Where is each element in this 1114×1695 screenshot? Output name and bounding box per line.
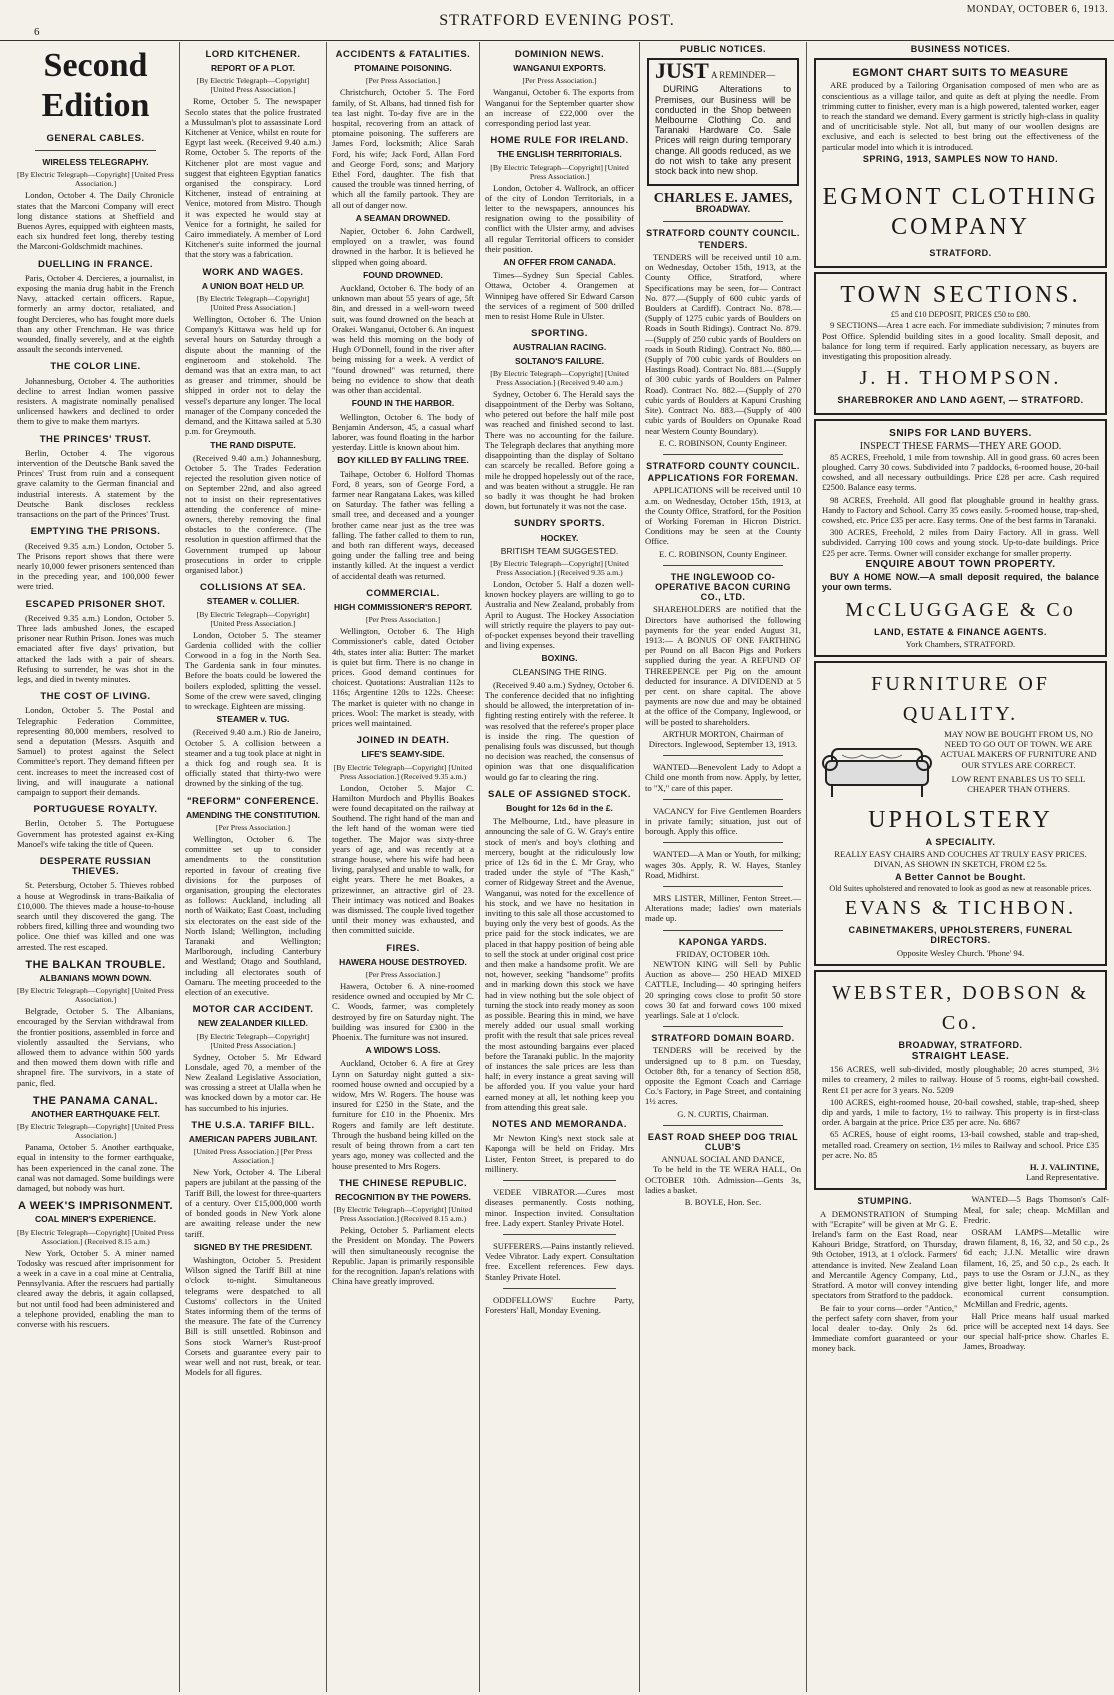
wire-source: [Per Press Association.] [365,615,441,625]
subheadline: A WIDOW'S LOSS. [365,1045,441,1056]
divider [663,565,783,566]
wire-source: [By Electric Telegraph—Copyright] [United Press Association.] [17,986,174,1005]
notice-heading: KAPONGA YARDS. [678,936,768,947]
headline: WORK AND WAGES. [202,266,304,278]
classifieds-row [812,1194,1109,1355]
wire-source: [By Electric Telegraph—Copyright] [United Press Association.] [196,76,310,95]
divider [663,1026,783,1027]
page-number: 6 [34,26,40,38]
article-body: Christchurch, October 5. The Ford family, of St. Albans, had tinned fish for tea last night. To-day five are in the hospital, recovering from an attack of ptomaine poisoning. The sufferers are James Ford, locksmith; Alice Sarah Ford, his wife; Jack Ford, Allan Ford and George Ford, sons; and Marjory Ethel Ford, daughter. The fish that caused the trouble was tinned herring, of which all the family partook. They are all out of danger now. [332,87,474,210]
divider [503,1288,616,1289]
headline: PORTUGUESE ROYALTY. [33,804,158,816]
article-body: Wellington, October 6. The body of Benjamin Anderson, 45, a casual wharf laborer, was found floating in the harbor yesterday. Little is known about him. [332,411,474,453]
article-body: Wanganui, October 6. The exports from Wanganui for the September quarter show an increase of £22,000 over the corresponding period last year. [485,87,634,129]
article-body: Auckland, October 6. A fire at Grey Lynn on Saturday night gutted a six-roomed house owned and occupied by a widow, Mrs W. Rogers. The house was insured for £250 in the State, and the furniture for £10 in the Phoenix. Mrs Rogers and family are left destitute. Through the husband being killed on the result of being thrown from a cart ten years ago, money was collected and the house presented to Mrs Rogers. [332,1058,474,1171]
article-body: (Received 9.35 a.m.) London, October 5. The Prisons report shows that there were nearly 10,000 fewer prisoners sentenced than in the preceding year, and 100,000 fewer were tried. [17,540,174,592]
listing: 98 ACRES, Freehold. All good flat ploughable ground in healthy grass. Handy to Factory and School. Carry 35 cows easily. 5-roomed house, trap-shed, cowshed, etc. Price £35 per acre. Easy terms. One of the best farms in Taranaki. [822,494,1099,526]
ad-headline: ENQUIRE ABOUT TOWN PROPERTY. [865,558,1056,570]
headline: DESPERATE RUSSIAN THIEVES. [39,855,152,878]
article-body: Times—Sydney Sun Special Cables. Ottawa, October 4. Orangemen at Winnipeg have offered Sir Edward Carson the services of a regiment of 500 drilled men to resist Home Rule in Ulster. [485,270,634,322]
ad-headline: TOWN SECTIONS. [840,282,1081,309]
sofa-illustration [822,731,932,803]
notice-heading: STRATFORD DOMAIN BOARD. [651,1033,795,1044]
notice-subheading: ANNUAL SOCIAL AND DANCE, [661,1154,785,1165]
headline: THE U.S.A. TARIFF BILL. [191,1119,315,1131]
subheadline: ANOTHER EARTHQUAKE FELT. [31,1109,160,1120]
subheadline: AUSTRALIAN RACING. [512,342,607,353]
subheadline: AN OFFER FROM CANADA. [503,257,616,268]
headline: SALE OF ASSIGNED STOCK. [488,788,631,800]
stumping-ad [812,1194,958,1355]
company-name: COMPANY [891,214,1030,241]
agent-subtitle: Land Representative. [1025,1172,1099,1183]
headline: FIRES. [386,942,420,954]
notice-heading: THE INGLEWOOD CO-OPERATIVE BACON CURING CO., LTD. [655,571,791,603]
notice-body: To be held in the TE WERA HALL, On OCTOBER 10th. Admission—Gents 3s, ladies a basket. [645,1164,801,1195]
listing: 85 ACRES, Freehold, 1 mile from township. All in good grass. 60 acres been ploughed. Carry 30 cows. Subdivided into 7 paddocks, 6-roomed house, 20-bail cowshed, and all necessary outbuildings. Price £28 per acre. Cash required £2500. Balance easy terms. [822,451,1099,493]
ad-headline: SNIPS FOR LAND BUYERS. [889,428,1032,440]
headline: THE PRINCES' TRUST. [39,433,152,445]
headline: ESCAPED PRISONER SHOT. [25,598,166,610]
ad-display-word: JUST [655,58,709,84]
listing: 100 ACRES, eight-roomed house, 20-bail cowshed, stable, trap-shed, sheep dip and yards, 1 mile to factory, 1½ to railway. This property is in first-class order. A bargain at the price. Price £35 per acre. No. 6867 [822,1096,1099,1128]
divider [663,454,783,455]
subheadline: CLEANSING THE RING. [512,666,607,677]
headline: LORD KITCHENER. [205,49,301,60]
company-place: BROADWAY, STRATFORD. [898,1039,1023,1050]
subheadline: SIGNED BY THE PRESIDENT. [193,1241,313,1252]
subheadline: THE RAND DISPUTE. [210,439,296,450]
headline: THE BALKAN TROUBLE. [25,958,166,971]
wire-source: [By Electric Telegraph—Copyright] [United Press Association.] [196,1031,310,1050]
divider [503,1180,616,1181]
notice-signature: ARTHUR MORTON, Chairman of Directors. Inglewood, September 13, 1913. [648,728,798,749]
subheadline: Bought for 12s 6d in the £. [506,802,613,813]
column-2 [180,42,327,1692]
subheadline: ALBANIANS MOWN DOWN. [39,973,152,984]
article-body: New York, October 5. A miner named Todosky was rescued after imprisonment for a week in a cave in a coal mine at Centralia, Pennsylvania. After the rescuers had partially cleared away the debris, it again collapsed, but not until food had been administered and a telephone provided, enabling the man to converse with his rescuers. [17,1247,174,1330]
headline: COLLISIONS AT SEA. [199,582,307,594]
article-body: Wellington, October 6. The Union Company's Kittawa was held up for several hours on Saturday through a dispute about the manning of the engineroom and stokehold. The demand was that an extra man, to act as greaser and trimmer, should be shipped in order not to delay the vessel's departure any longer. The local manager of the Company conceded the demand, and the Kittawa sailed at 5.30 p.m. for Greymouth. [185,314,321,437]
article-body: Napier, October 6. John Cardwell, employed on a trawler, was found drowned in the harbor. It is believed he slipped when going aboard. [332,226,474,267]
ad-headline: STUMPING. [857,1196,912,1207]
agent-subtitle: LAND, ESTATE & FINANCE AGENTS. [874,626,1047,637]
subheadline: RECOGNITION BY THE POWERS. [335,1191,471,1202]
headline: COMMERCIAL. [366,587,440,599]
headline: A WEEK'S IMPRISONMENT. [18,1200,173,1213]
article-body: London, October 4. The Daily Chronicle states that the Marconi Company will erect long distance stations at Sheffield and Buenos Ayres, equipped with eighteen masts, each six hundred feet long, thereby testing the Marconi-Goldschmidt machines. [17,190,174,252]
listing: 156 ACRES, well sub-divided, mostly ploughable; 20 acres stumped, 3½ miles to creamery, 2 miles to railway. House of 5 rooms, eight-bail cowshed. Rent £1 per acre for 3 years. No. 5209 [822,1064,1099,1095]
ad-subtitle: £5 and £10 DEPOSIT, PRICES £50 to £80. [890,310,1031,320]
ad-headline: STRAIGHT LEASE. [911,1051,1010,1063]
headline: NOTES AND MEMORANDA. [492,1119,627,1131]
notice-heading: EAST ROAD SHEEP DOG TRIAL CLUB'S [647,1131,799,1153]
wire-source: [By Electric Telegraph—Copyright] [United Press Association.] [196,294,310,313]
ad-headline: UPHOLSTERY [868,806,1053,833]
divider [663,755,783,756]
article-body: London, October 5. The Postal and Telegraphic Federation Committee, representing 80,000 members, resolved to send a deputation (Messrs. Asquith and Samuel) to protest against the Select Committee's report. They demand fifteen per cent. increases to meet the increased cost of living, and will inaugurate a national campaign to support their demands. [17,705,174,797]
notice-signature: G. N. CURTIS, Chairman. [677,1108,769,1119]
notice-body: NEWTON KING will Sell by Public Auction as above— 250 HEAD MIXED CATTLE, Including— 40 springing heifers 20 springing cows close to profit 50 store cows 30 fat and forward cows 100 mixed yearlings. Sale at 1 o'clock. [645,959,801,1021]
section-heading: PUBLIC NOTICES. [679,44,766,54]
subheadline: BOY KILLED BY FALLING TREE. [337,455,469,466]
article-body: The Melbourne, Ltd., have pleasure in announcing the sale of G. W. Gray's entire stock of men's and boy's clothing and mercery, bought at the ridiculously low price of 12s 6d in the £. Mr Gray, who traded under the style of "The Kash," corner of Ridgeway Street and the Avenue, Wanganui, was noted for the excellence of his stock, and we have no hesitation in inviting to this sale all those accustomed to buying only the very best of goods. As the price paid for the stock indicates, we are placed in that happy position of being able to sell the stock at under original cost price and then make a handsome profit. We are not, however, seeking "handsome" profits and in marking down this stock we have had in view nothing but the sole object of turning the stock into ready money as soon as possible. Bearing this in mind, we have merely added our usual small working profit with the result that sale prices reveal the most astounding bargains ever placed before the Taranaki public. In the majority of instances the sale prices are less than half; in every instance a great saving will be afforded you. If you value your hard earned money at all, let nothing keep you from attending this great sale. [485,816,634,1112]
headline: SUNDRY SPORTS. [514,518,605,530]
subheadline: FOUND IN THE HARBOR. [351,398,455,409]
article-body: Rome, October 5. The newspaper Secolo states that the police frustrated a Mussulman's plot to assassinate Lord Kitchener at Venice, whilst en route for Egypt last week. (Received 9.40 a.m.) Rome, October 5. The reports of the Kitchener plot are most vague and suggest that eighteen Egyptian fanatics organised the conspiracy. Lord Kitchener, instead of entraining at Venice, motored from Mistro. Though it was expected he would stay at Venice for a fortnight, he sailed for Cairo immediately. A member of Lord Kitchener's suite informed the journal that the story was a fabrication. [185,96,321,260]
agent-name: J. H. THOMPSON. [859,367,1062,390]
ad-body: 9 SECTIONS—Area 1 acre each. For immediate subdivision; 7 minutes from Post Office. Splendid building sites in a good locality. Small deposit, and balance for long term if required. Early application necessary, as buyers are investigating this proposition already. [822,320,1099,362]
agent-subtitle: SHAREBROKER AND LAND AGENT, — STRATFORD. [837,395,1084,406]
company-name: EVANS & TICHBON. [844,897,1077,920]
notice-heading: STRATFORD COUNTY COUNCIL. [646,460,800,471]
company-place: Opposite Wesley Church. 'Phone' 94. [896,947,1025,958]
ad-subtitle: A REMINDER— [710,70,776,81]
ad-headline: FURNITURE OF QUALITY. [871,672,1050,725]
notice-body: TENDERS will be received until 10 a.m. on Wednesday, October 15th, 1913, at the County Office, Stratford, where Specifications may be seen, for— Contract No. 877.—(Supply of 600 cubic yards of Boulders at Cardiff). Contract No. 878.—(Supply of 1275 cubic yards of Boulders on Roads in South Ridings). Contract No. 879.—(Supply of 250 cubic yards of Boulders on roads in South Riding). Contract No. 880.—(Supply of 700 cubic yards of Boulders on Hastings Road). Contract No. 881.—(Supply of 300 cubic yards of Boulders on Palmer Road). Contract No. 882.—(Supply of 270 cubic yards of Boulders at Kapuni Crushing Site). Contract No. 883.—(Supply of 400 cubic yards of Boulders on Opunake Road near Western County Boundary). [645,252,801,436]
wire-source: [Per Press Association.] [215,823,291,832]
headline: THE COLOR LINE. [50,361,141,373]
headline: DUELLING IN FRANCE. [37,258,154,270]
notice-body: TENDERS will be received by the undersigned up to 8 p.m. on Tuesday, October 8th, for a tenancy of Section 858, opposite the Egmont Coach and Carriage Co.'s Factory, in Page Street, and containing 1½ acres. [645,1045,801,1107]
divider [503,1234,616,1235]
ad-subtitle: INSPECT THESE FARMS—THEY ARE GOOD. [859,440,1062,452]
article-body: Taihape, October 6. Holford Thomas Ford, 8 years, son of George Ford, a farmer near Rangatana Lakes, was killed on Saturday. The father was felling a small tree, and deceased and a younger brother came near just as the tree was falling. The father called to them to run, and both ran different ways, deceased going under the falling tree and being instantly killed. At the inquest a verdict of accidental death was returned. [332,468,474,581]
masthead [0,0,1114,41]
wire-source: [By Electric Telegraph—Copyright] [United Press Association.] [490,162,629,181]
article-body: Auckland, October 6. The body of an unknown man about 55 years of age, 5ft 8in, and dressed in a well-worn tweed suit, was found drowned on the beach at Orakei. Wanganui, October 6. An inquest was held this morning on the body of Hugh O'Donnell, found in the river after being missing for a week. A verdict of "found drowned" was returned, there being no evidence to show that death was other than accidental. [332,283,474,396]
ad-box [814,272,1107,415]
article-body: Panama, October 5. Another earthquake, equal in intensity to the former earthquake, has been experienced in the canal zone. The canal was not damaged. Some buildings were damaged, but nobody was hurt. [17,1142,174,1194]
article-body: (Received 9.40 a.m.) Sydney, October 6. The conference decided that no infighting should be allowed, the interpretation of in-fighting resting entirely with the referee. It was resolved that the referee's proper place is inside the ring. The question of penalising fouls was discussed, but though no decision was reached, the consensus of opinion was that one disqualification would go far to clearing the ring. [485,679,634,782]
issue-date: MONDAY, OCTOBER 6, 1913. [966,4,1108,15]
article-body: Hawera, October 6. A nine-roomed residence owned and occupied by Mr C. C. Woods, farmer, was completely destroyed by fire on Saturday night. The building was insured for £300 in the Phoenix. The furniture was not insured. [332,981,474,1043]
subheadline: SOLTANO'S FAILURE. [514,355,605,366]
listing: 300 ACRES, Freehold, 2 miles from Dairy Factory. All in grass. Well subdivided. Carrying 100 cows and young stock. Up-to-date buildings. Price £25 per acre. Terms. Owner will consider exchange for smaller property. [822,527,1099,558]
notice-signature: E. C. ROBINSON, County Engineer. [659,548,787,559]
subheadline: A UNION BOAT HELD UP. [201,280,305,291]
article-body: London, October 5. The steamer Gardenia collided with the collier Corwood in a fog in the North Sea. The Gardenia sank in four minutes. Before the boats could be lowered the boilers exploded, splitting the vessel. Some of the crew were saved, clinging to wreckage. Eighteen are missing. [185,629,321,711]
wire-source: [By Electric Telegraph—Copyright] [United Press Association.] (Received 9.35 a.m.) [490,558,629,577]
section-heading: BUSINESS NOTICES. [910,44,1011,54]
article-body: New York, October 4. The Liberal papers are jubilant at the passing of the Tariff Bill, the lowest for three-quarters of a century. Over £15,000,000 worth of bonded goods in New York alone are awaiting release under the new tariff. [185,1167,321,1239]
ad-body: Be fair to your corns—order "Antico," the perfect safety corn shaver, from your local dealer to-day. Only 2s 6d. Immediate comfort guaranteed or your money back. [812,1302,958,1354]
article-body: Wellington, October 6. The committee set up to consider amendments to the constitution reported in favour of creating five divisions for the purposes of organisation, grouping the electorates as follows: Auckland, including all north of Waikato; East Coast, including six electorates on the east side of the North Island; Wellington, including Taranaki and Wellington; Marlborough, including Canterbury and Westland; Otago and Southland, including all electorates south of Oamaru. The meeting proceeded to the election of an executive. [185,834,321,998]
divider [663,221,783,222]
classified-ad: WANTED—A Man or Youth, for milking; wages 30s. Apply, R. W. Hayes, Stanley Road, Midhirst. [645,849,801,880]
advertiser-name: CHARLES E. JAMES, [653,191,793,207]
ad-body: A Better Cannot be Bought. [895,871,1026,882]
subheadline: THE ENGLISH TERRITORIALS. [497,149,622,160]
divider [663,930,783,931]
headline: ACCIDENTS & FATALITIES. [335,49,471,60]
misc-ads [964,1194,1110,1355]
subheadline: AMENDING THE CONSTITUTION. [185,809,321,820]
wire-source: [By Electric Telegraph—Copyright] [United Press Association.] (Received 8.15 a.m.) [17,1227,174,1246]
wire-source: [By Electric Telegraph—Copyright] [United Press Association.] (Received 8.15 a.m.) [333,1205,473,1224]
article-body: Peking, October 5. Parliament elects the President on Monday. The Powers will then simultaneously recognise the Republic. Japan is primarily responsible for the recognition. Japan's relations with China have greatly improved. [332,1225,474,1287]
notice-heading: TENDERS. [698,239,748,250]
article-body: (Received 9.40 a.m.) Rio de Janeiro, October 5. A collision between a steamer and a tug took place at night in a thick fog and rough sea. It is officially stated that thirty-two were drowned by the sinking of the tug. [185,727,321,789]
ad-body: A DEMONSTRATION of Stumping with "Ecrapite" will be given at Mr G. E. Ireland's farm on the East Road, near Kahouri Bridge, Stratford, on Thursday, 9th October, 1913, at 1 o'clock. Farmers' attendance is invited. New Zealand Loan and Mercantile Agency Company, Ltd., Stratford. A motor will convey intending spectators from Stratford to the paddock. [812,1208,958,1301]
article-body: Sydney, October 6. The Herald says the disappointment of the Derby was Soltano, who petered out before the half mile post was reached and finished second to last. There was no accounting for the failure. The Telegraph declares that anything more disappointing than the display of Soltano can scarcely be recalled. Before going a mile he dropped hopelessly out of the race, and was beaten without a struggle. He ran so badly it was thought he had broken down, but fortunately it was not the case. [485,388,634,512]
ad-headline: EGMONT CHART SUITS TO MEASURE [852,67,1069,80]
subheadline: WANGANUI EXPORTS. [513,63,606,74]
classified-ad: VACANCY for Five Gentlemen Boarders in private family; situation, just out of borough. Apply this office. [645,805,801,837]
classified-ad: WANTED—5 Bags Thomson's Calf-Meal, for sale; cheap. McMillan and Fredric. [963,1194,1109,1225]
article-body: Belgrade, October 5. The Albanians, encouraged by the Servian withdrawal from the frontier positions, assembled in force and violently assaulted the Servians, who allowed them to advance within 500 yards and then mowed them down with rifle and shrapnel fire. The survivors, in a state of panic, fled. [17,1006,174,1088]
headline: JOINED IN DEATH. [356,735,450,747]
subheadline: STEAMER v. TUG. [216,714,290,725]
article-body: Washington, October 5. President Wilson signed the Tariff Bill at nine o'clock to-night. Simultaneous telegrams were despatched to all Customs' collectors in the United States informing them of the terms of the measure. The fate of the Currency Bill is still unsettled. Robinson and Sons stock Warner's Rust-proof Corsets and guarantee every pair to wear well and not rust, break, or tear. Models for all figures. [185,1254,321,1378]
notice-signature: B. BOYLE, Hon. Sec. [684,1197,762,1208]
article-body: Berlin, October 5. The Portuguese Government has protested against ex-King Manoel's wife taking the title of Queen. [17,818,174,849]
wire-source: [Per Press Association.] [365,76,441,86]
headline: "REFORM" CONFERENCE. [187,795,319,807]
article-body: St. Petersburg, October 5. Thieves robbed a house at Wegrodinsk in trans-Baikalia of £10,000. The thieves made a house-to-house search until they discovered the gang. The robbers fired, killing three and wounding two police. One thief was killed and one was arrested. The rest escaped. [17,880,174,952]
column-1 [12,42,180,1692]
article-body: Sydney, October 5. Mr Edward Lonsdale, aged 70, a member of the New Zealand Legislative Association, was crossing a street at Ulalla when he was knocked down by a motor car. He has succumbed to his injuries. [185,1051,321,1113]
subheadline: HAWERA HOUSE DESTROYED. [339,956,467,967]
wire-source: [Per Press Association.] [522,76,597,86]
article-body: London, October 4. Wallrock, an officer of the city of London Territorials, in a letter to the newspapers, announces his resignation owing to the possibility of conflict with the Ulster army, and advises all regular Territorial officers to consider their position. [485,182,634,254]
article-body: (Received 9.35 a.m.) London, October 5. Three lads ambushed Jones, the escaped prisoner near Ruthin Prison. Jones was much emaciated after five days' privation, but attacked the lads with a pair of shears. Refusing to surrender, he was shot in the legs, and died in twenty minutes. [17,612,174,684]
notice-signature: E. C. ROBINSON, County Engineer. [659,437,787,448]
divider [663,842,783,843]
headline: SPORTING. [531,328,588,340]
notice-body: SHAREHOLDERS are notified that the Directors have authorised the following payments for the year ended August 31, 1913:— A BONUS OF ONE FARTHING per Pound on all Bacon Pigs and Porkers supplied during the year. A REFUND OF THREEPENCE per Pig on the amount deducted for insurance. A DIVIDEND at 5 per cent. on share capital. The above payments are now due and may be obtained at the office of the Company, Inglewood, or will be posted to shareholders. [645,604,801,727]
article-body: London, October 5. Major C. Hamilton Murdoch and Phyllis Boakes were found decapitated on the railway at Southend. The right hand of the man and the left hand of the woman were tied together. The Major was sixty-three years of age, and was recently at a strange house, where his wife had been living, paralysed and unable to walk, for eight years. There he met Boakes, a prizewinner, an attractive girl of 23. Their intimacy was noticed and Boakes was dismissed. The couple lived together until their money was exhausted, and then committed suicide. [332,782,474,936]
article-body: (Received 9.40 a.m.) Johannesburg, October 5. The Trades Federation rejected the resolution given notice of on September 22nd, and also agreed not to insist on their representatives attending the conference of mine-owners, thereby removing the final obstacles to the conference. (The resolution in question affirmed that the Government trumped up labour prosecutions in order to cripple organised labor.) [185,452,321,575]
ad-body: Old Suites upholstered and renovated to look as good as new at reasonable prices. [829,883,1092,893]
wire-source: [Per Press Association.] [365,970,441,980]
ad-box [814,58,1107,268]
article-body: Johannesburg, October 4. The authorities decline to arrest Indian women passive resisters. A magistrate nominally penalised unlicensed hawkers and declined to order them to give to make them martyrs. [17,375,174,427]
ad-box [814,419,1107,656]
ad-box [814,661,1107,966]
column-3 [327,42,480,1692]
notice-body: APPLICATIONS will be received until 10 a.m. on Wednesday, October 15th, 1913, at the County Office, Stratford, for the Position of Working Foreman in Hicron District. Conditions may be seen at the County Office. [645,485,801,547]
column-4 [480,42,640,1692]
headline: THE CHINESE REPUBLIC. [338,1177,468,1189]
advertiser-place: BROADWAY. [695,204,751,215]
subheadline: HIGH COMMISSIONER'S REPORT. [333,601,473,612]
wire-source: [By Electric Telegraph—Copyright] [United Press Association.] [196,609,310,628]
ad-box [647,58,799,186]
article-body: Paris, October 4. Dercieres, a journalist, in exposing the mania drug habit in the French Navy, attacked certain officers. Rapue, formerly an army doctor, retaliated, and fought Dercieres, who has fought more duels than any other Frenchman. He was thrice wounded, finally severely, and at the eighth assault the seconds intervened. [17,272,174,355]
wire-source: [United Press Association.] [Per Press Association.] [193,1147,313,1166]
listing: 65 ACRES, house of eight rooms, 13-bail cowshed, stable and trap-shed, metalled road. Creamery on section, 1½ miles to Railway and school. Price £35 per acre. No. 85 [822,1129,1099,1160]
subheadline: BOXING. [541,653,578,664]
subheadline: NEW ZEALANDER KILLED. [197,1018,309,1029]
ad-body: LOW RENT ENABLES US TO SELL CHEAPER THAN OTHERS. [951,773,1086,794]
ad-box [814,970,1107,1191]
headline: THE COST OF LIVING. [40,691,151,703]
classified-ad: VEDEE VIBRATOR.—Cures most diseases permanently. Costs nothing, minor. Inspection invited. Consultation free. Lady expert. Stanley Private Hotel. [485,1187,634,1228]
divider [663,886,783,887]
article-body: London, October 5. Half a dozen well-known hockey players are willing to go to Australia and New Zealand, probably from April to August. The Hockey Association will strictly require the players to pay out-of-pocket expenses beyond their travelling and living expenses. [485,578,634,651]
divider [35,150,156,151]
subheadline: BRITISH TEAM SUGGESTED. [500,545,619,556]
wire-source: [By Electric Telegraph—Copyright] [United Press Association.] (Received 9.35 a.m.) [333,762,473,781]
classified-ad: SUFFERERS.—Pains instantly relieved. Vedee Vibrator. Lady expert. Consultation free. Excellent references. Few days. Stanley Private Hotel. [485,1240,634,1282]
ad-body: DURING Alterations to Premises, our Business will be conducted in the Shop between Melbourne Clothing Co. and Taranaki Hardware Co. Sale Prices will reign during temporary change. All goods reduced, as we do not wish to take any present stock back into new shop. [655,84,791,177]
subheadline: AMERICAN PAPERS JUBILANT. [188,1134,318,1145]
subheadline: LIFE'S SEAMY-SIDE. [361,749,445,760]
notice-heading: APPLICATIONS FOR FOREMAN. [647,473,799,484]
ad-subtitle: SPRING, 1913, SAMPLES NOW TO HAND. [862,153,1059,164]
article-body: Mr Newton King's next stock sale at Kaponga will be held on Friday. Mrs Lister, Fenton Street, is prepared to do millinery. [485,1133,634,1174]
subheadline: REPORT OF A PLOT. [211,63,295,74]
headline: EMPTYING THE PRISONS. [30,526,161,538]
divider [663,799,783,800]
ad-body: ARE produced by a Tailoring Organisation composed of men who are as conscientious as a village tailor, and quite as deft at plying the needle. From trimming cutter to finisher, every man is a high powered, talented worker, eager to reach the standard we demand. Every garment is strictly high-class in quality and of uncriticisable style. Not all, but many of our woollen designs are exclusive, and each is selected to best bring out the effectiveness of the particular model into which it is introduced. [822,80,1099,152]
subheadline: FOUND DROWNED. [363,269,443,280]
wire-source: [By Electric Telegraph—Copyright] [United Press Association.] (Received 9.40 a.m.) [490,368,629,387]
headline: WIRELESS TELEGRAPHY. [42,157,149,168]
ad-subtitle: A SPECIALITY. [925,836,996,847]
headline: HOME RULE FOR IRELAND. [490,135,629,147]
wire-source: [By Electric Telegraph—Copyright] [United Press Association.] [17,170,174,189]
column-6 [807,42,1114,1692]
subheadline: A SEAMAN DROWNED. [355,212,451,223]
agent-place: York Chambers, STRATFORD. [905,638,1016,649]
company-name: EGMONT CLOTHING [822,184,1099,211]
headline: DOMINION NEWS. [514,49,605,60]
ad-body: MAY NOW BE BOUGHT FROM US, NO NEED TO GO OUT OF TOWN. WE ARE ACTUAL MAKERS OF FURNITURE AND OUR STYLES ARE CORRECT. [940,728,1097,770]
classified-ad: ODDFELLOWS' Euchre Party, Foresters' Hall, Monday Evening. [485,1294,634,1315]
wire-source: [By Electric Telegraph—Copyright] [United Press Association.] [17,1122,174,1141]
subheadline: PTOMAINE POISONING. [354,63,452,74]
article-body: Berlin, October 4. The vigorous intervention of the Deutsche Bank saved the Princes' Trust from ruin and a consequent grave calamity to the German financial and industrial interests. A statement by the Deutsche Bank discloses reckless transactions on the part of the Princes' Trust. [17,447,174,520]
headline: MOTOR CAR ACCIDENT. [192,1004,314,1016]
subheadline: COAL MINER'S EXPERIENCE. [35,1214,156,1225]
column-5 [640,42,807,1692]
subheadline: STEAMER v. COLLIER. [206,596,300,607]
divider [663,1125,783,1126]
classified-ad: MRS LISTER, Milliner, Fenton Street.—Alterations made; ladies' own materials made up. [645,893,801,924]
ad-body: REALLY EASY CHAIRS AND COUCHES AT TRULY EASY PRICES. DIVAN, AS SHOWN IN SKETCH, FROM £2 5s. [834,849,1087,870]
agent-name: McCLUGGAGE & Co [845,598,1076,621]
edition-banner: Second Edition [41,47,150,124]
company-place: STRATFORD. [929,248,992,259]
classified-ad: Hall Price means half usual marked price will be accepted next 14 days. See our special half-price show. Charles E. James, Broadway. [963,1310,1109,1352]
newspaper-title: STRATFORD EVENING POST. [439,12,675,29]
agent-name: H. J. VALINTINE, [1029,1162,1099,1173]
company-subtitle: CABINETMAKERS, UPHOLSTERERS, FUNERAL DIRECTORS. [848,925,1073,946]
article-body: Wellington, October 6. The High Commissioner's cable, dated October 4th, states inter alia: Butter: The market is quiet but firm. There is no change in prices. Good demand continues for choicest. Quotations: Australian 112s to 116s; Argentine 120s to 122s. Cheese: The market is quieter with no change in prices. Wool: The market is steady, with prices well maintained. [332,626,474,728]
section-heading: GENERAL CABLES. [46,133,145,144]
classified-ad: OSRAM LAMPS—Metallic wire drawn filament, 8, 16, 32, and 50 c.p., 2s 6d each; J.J.N. Metallic wire drawn filament, 16, 25, and 50 c.p., 2s each. It pays to use the Osram or J.J.N., as they give better light, longer life, and more economical current consumption. McMillan and Fredric, agents. [963,1227,1109,1309]
subheadline: HOCKEY. [540,532,579,543]
notice-heading: STRATFORD COUNTY COUNCIL. [646,227,800,238]
company-name: WEBSTER, DOBSON & Co. [831,981,1090,1034]
classified-ad: WANTED—Benevolent Lady to Adopt a Child one month from now. Apply, by letter, to "X," care of this paper. [645,762,801,793]
headline: THE PANAMA CANAL. [32,1094,159,1107]
notice-date: FRIDAY, OCTOBER 10th. [676,948,770,959]
ad-body: BUY A HOME NOW.—A small deposit required, the balance your own terms. [822,572,1099,593]
